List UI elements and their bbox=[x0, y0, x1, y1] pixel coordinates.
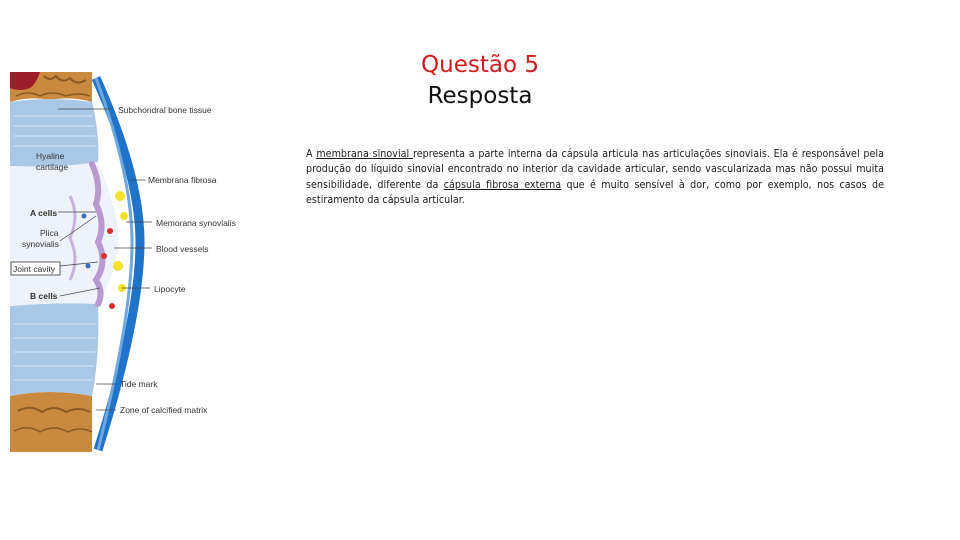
label-a-cells: A cells bbox=[30, 208, 58, 218]
slide-subtitle: Resposta bbox=[427, 83, 533, 109]
label-plica: Plica bbox=[40, 228, 59, 238]
label-calcified-matrix: Zone of calcified matrix bbox=[120, 405, 208, 415]
synovial-joint-diagram bbox=[0, 66, 245, 458]
bottom-cartilage bbox=[10, 303, 98, 396]
paragraph-text-1: A bbox=[306, 148, 317, 160]
label-synovialis: synovialis bbox=[22, 239, 59, 249]
label-blood-vessels: Blood vessels bbox=[156, 244, 209, 254]
label-subchondral: Subchondral bone tissue bbox=[118, 105, 212, 115]
paragraph-text-2: representa a parte interna da cápsula articula nas articulações sinoviais. Ela é responsável pela produção do líquido sinovial encontrado no interior da cavidade articular, sendo vascularizada mas não possui muita sensibilidade, diferente da bbox=[306, 148, 884, 191]
label-membrana-synovialis: Memorana synovialis bbox=[156, 218, 236, 228]
term-capsula-fibrosa: cápsula fibrosa externa bbox=[443, 178, 562, 191]
bottom-bone bbox=[10, 392, 92, 452]
label-tide-mark: Tide mark bbox=[120, 379, 158, 389]
label-membrana-fibrosa: Membrana fibrosa bbox=[148, 175, 217, 185]
paragraph-text-3: que é muito sensível à dor, como por exemplo, nos casos de estiramento da cápsula articular. bbox=[306, 178, 884, 207]
label-lipocyte: Lipocyte bbox=[154, 284, 186, 294]
slide-title: Questão 5 bbox=[421, 52, 539, 78]
term-membrana-sinovial: membrana sinovial bbox=[316, 148, 413, 160]
answer-paragraph bbox=[306, 147, 884, 209]
label-b-cells: B cells bbox=[30, 291, 58, 301]
label-hyaline: Hyaline bbox=[36, 151, 65, 161]
label-cartilage: cartilage bbox=[36, 162, 69, 172]
label-joint-cavity: Joint cavity bbox=[13, 264, 56, 274]
